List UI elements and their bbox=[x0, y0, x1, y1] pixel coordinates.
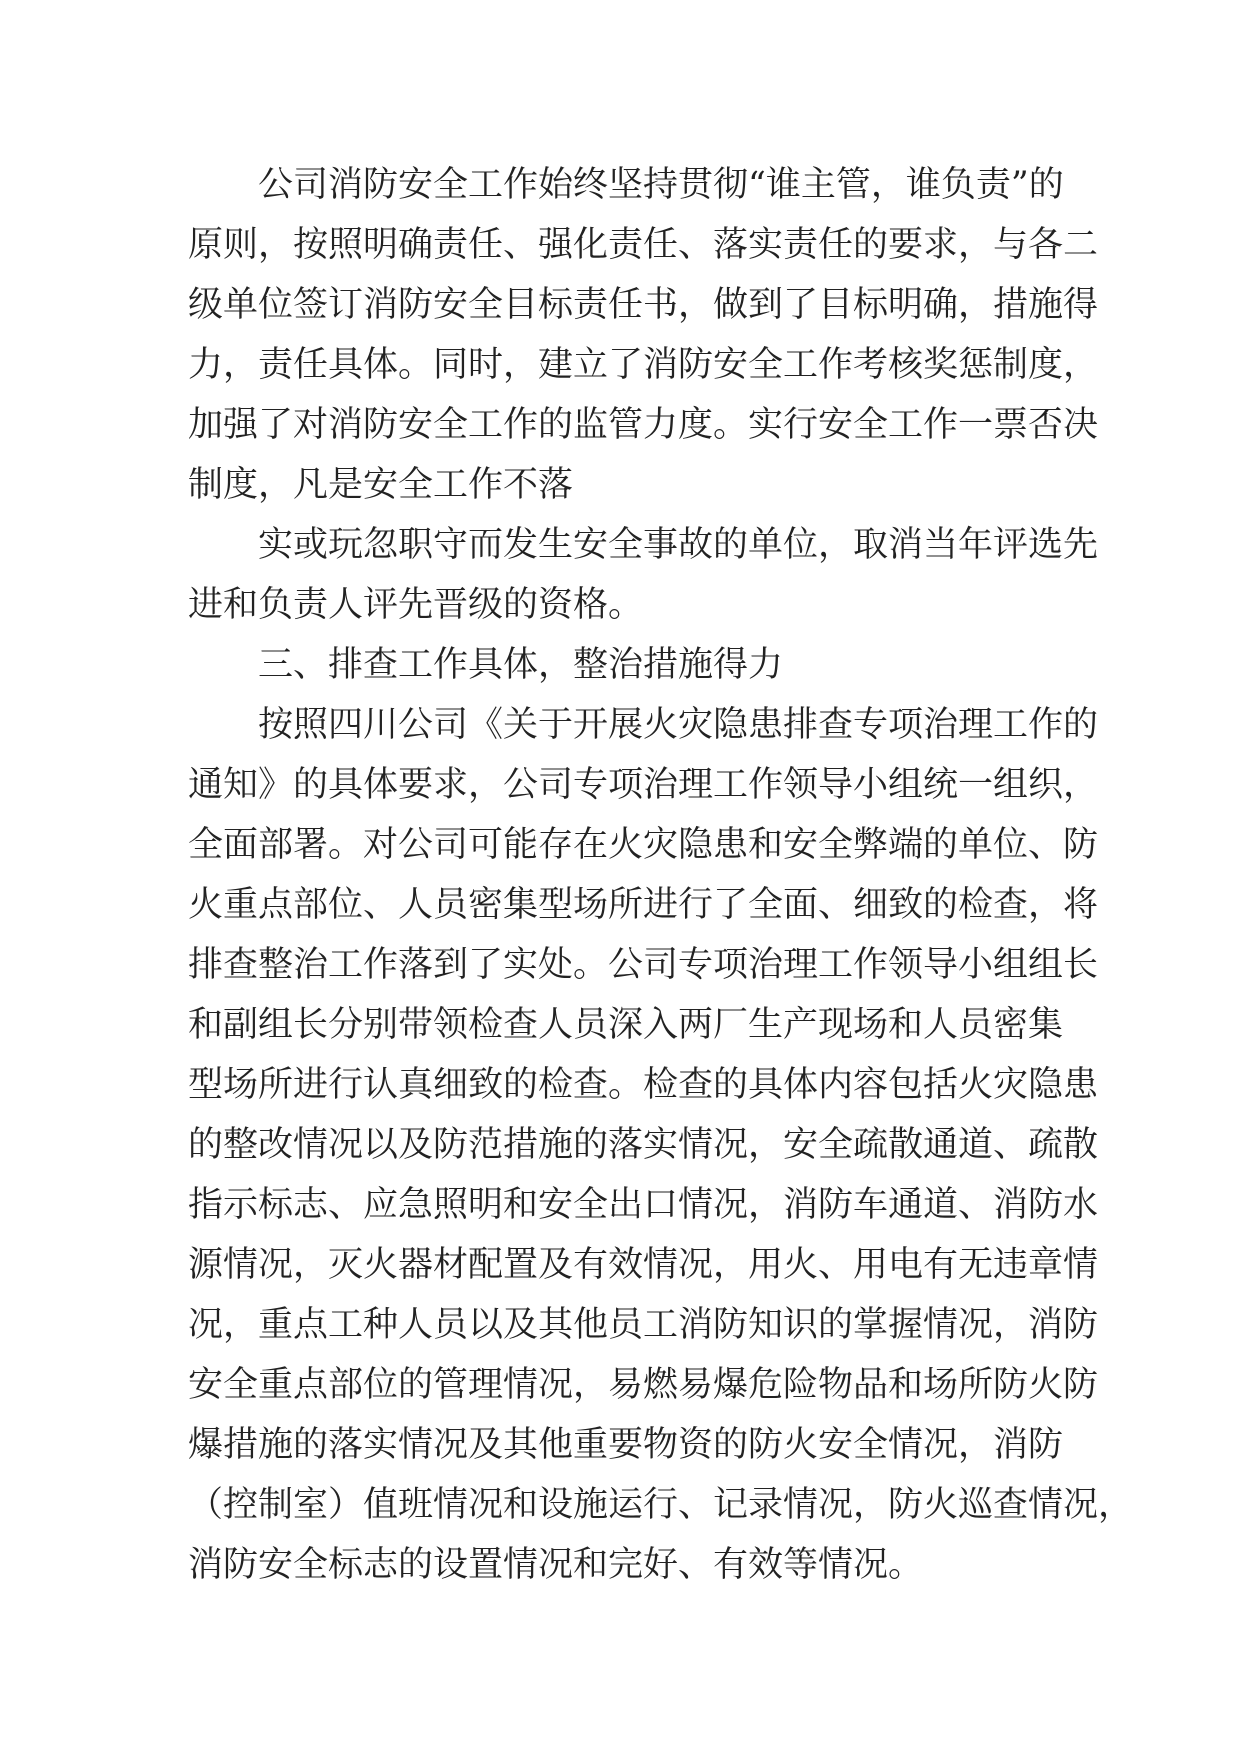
paragraph-line: 原则，按照明确责任、强化责任、落实责任的要求，与各二 bbox=[188, 225, 1099, 265]
section-heading-three bbox=[188, 635, 1063, 695]
paragraph-line: （控制室）值班情况和设施运行、记录情况，防火巡查情况， bbox=[188, 1485, 1134, 1525]
paragraph-line: 按照四川公司《关于开展火灾隐患排查专项治理工作的 bbox=[258, 705, 1099, 745]
paragraph-line: 进和负责人评先晋级的资格。 bbox=[188, 585, 644, 625]
paragraph-inspection bbox=[188, 695, 1134, 1595]
paragraph-line: 级单位签订消防安全目标责任书，做到了目标明确，措施得 bbox=[188, 285, 1099, 325]
paragraph-line: 消防安全标志的设置情况和完好、有效等情况。 bbox=[188, 1545, 924, 1585]
paragraph-line: 和副组长分别带领检查人员深入两厂生产现场和人员密集 bbox=[188, 1005, 1064, 1045]
paragraph-responsibility bbox=[188, 155, 1099, 515]
paragraph-line: 加强了对消防安全工作的监管力度。实行安全工作一票否决 bbox=[188, 405, 1099, 445]
paragraph-line: 安全重点部位的管理情况，易燃易爆危险物品和场所防火防 bbox=[188, 1365, 1099, 1405]
paragraph-line: 力，责任具体。同时，建立了消防安全工作考核奖惩制度， bbox=[188, 345, 1099, 385]
paragraph-line: 通知》的具体要求，公司专项治理工作领导小组统一组织， bbox=[188, 765, 1099, 805]
paragraph-line: 况，重点工种人员以及其他员工消防知识的掌握情况，消防 bbox=[188, 1305, 1099, 1345]
paragraph-line: 制度，凡是安全工作不落 bbox=[188, 465, 574, 505]
paragraph-line: 全面部署。对公司可能存在火灾隐患和安全弊端的单位、防 bbox=[188, 825, 1099, 865]
paragraph-line: 源情况，灭火器材配置及有效情况，用火、用电有无违章情 bbox=[188, 1245, 1099, 1285]
paragraph-line: 爆措施的落实情况及其他重要物资的防火安全情况，消防 bbox=[188, 1425, 1064, 1465]
paragraph-line: 型场所进行认真细致的检查。检查的具体内容包括火灾隐患 bbox=[188, 1065, 1099, 1105]
document-body bbox=[188, 155, 1134, 1595]
paragraph-line: 公司消防安全工作始终坚持贯彻“谁主管，谁负责”的 bbox=[258, 165, 1064, 205]
paragraph-line: 排查整治工作落到了实处。公司专项治理工作领导小组组长 bbox=[188, 945, 1099, 985]
paragraph-line: 的整改情况以及防范措施的落实情况，安全疏散通道、疏散 bbox=[188, 1125, 1099, 1165]
paragraph-accountability bbox=[188, 515, 1099, 635]
paragraph-line: 火重点部位、人员密集型场所进行了全面、细致的检查，将 bbox=[188, 885, 1099, 925]
paragraph-line: 指示标志、应急照明和安全出口情况，消防车通道、消防水 bbox=[188, 1185, 1099, 1225]
paragraph-line: 实或玩忽职守而发生安全事故的单位，取消当年评选先 bbox=[258, 525, 1099, 565]
section-heading: 三、排查工作具体，整治措施得力 bbox=[258, 645, 784, 685]
